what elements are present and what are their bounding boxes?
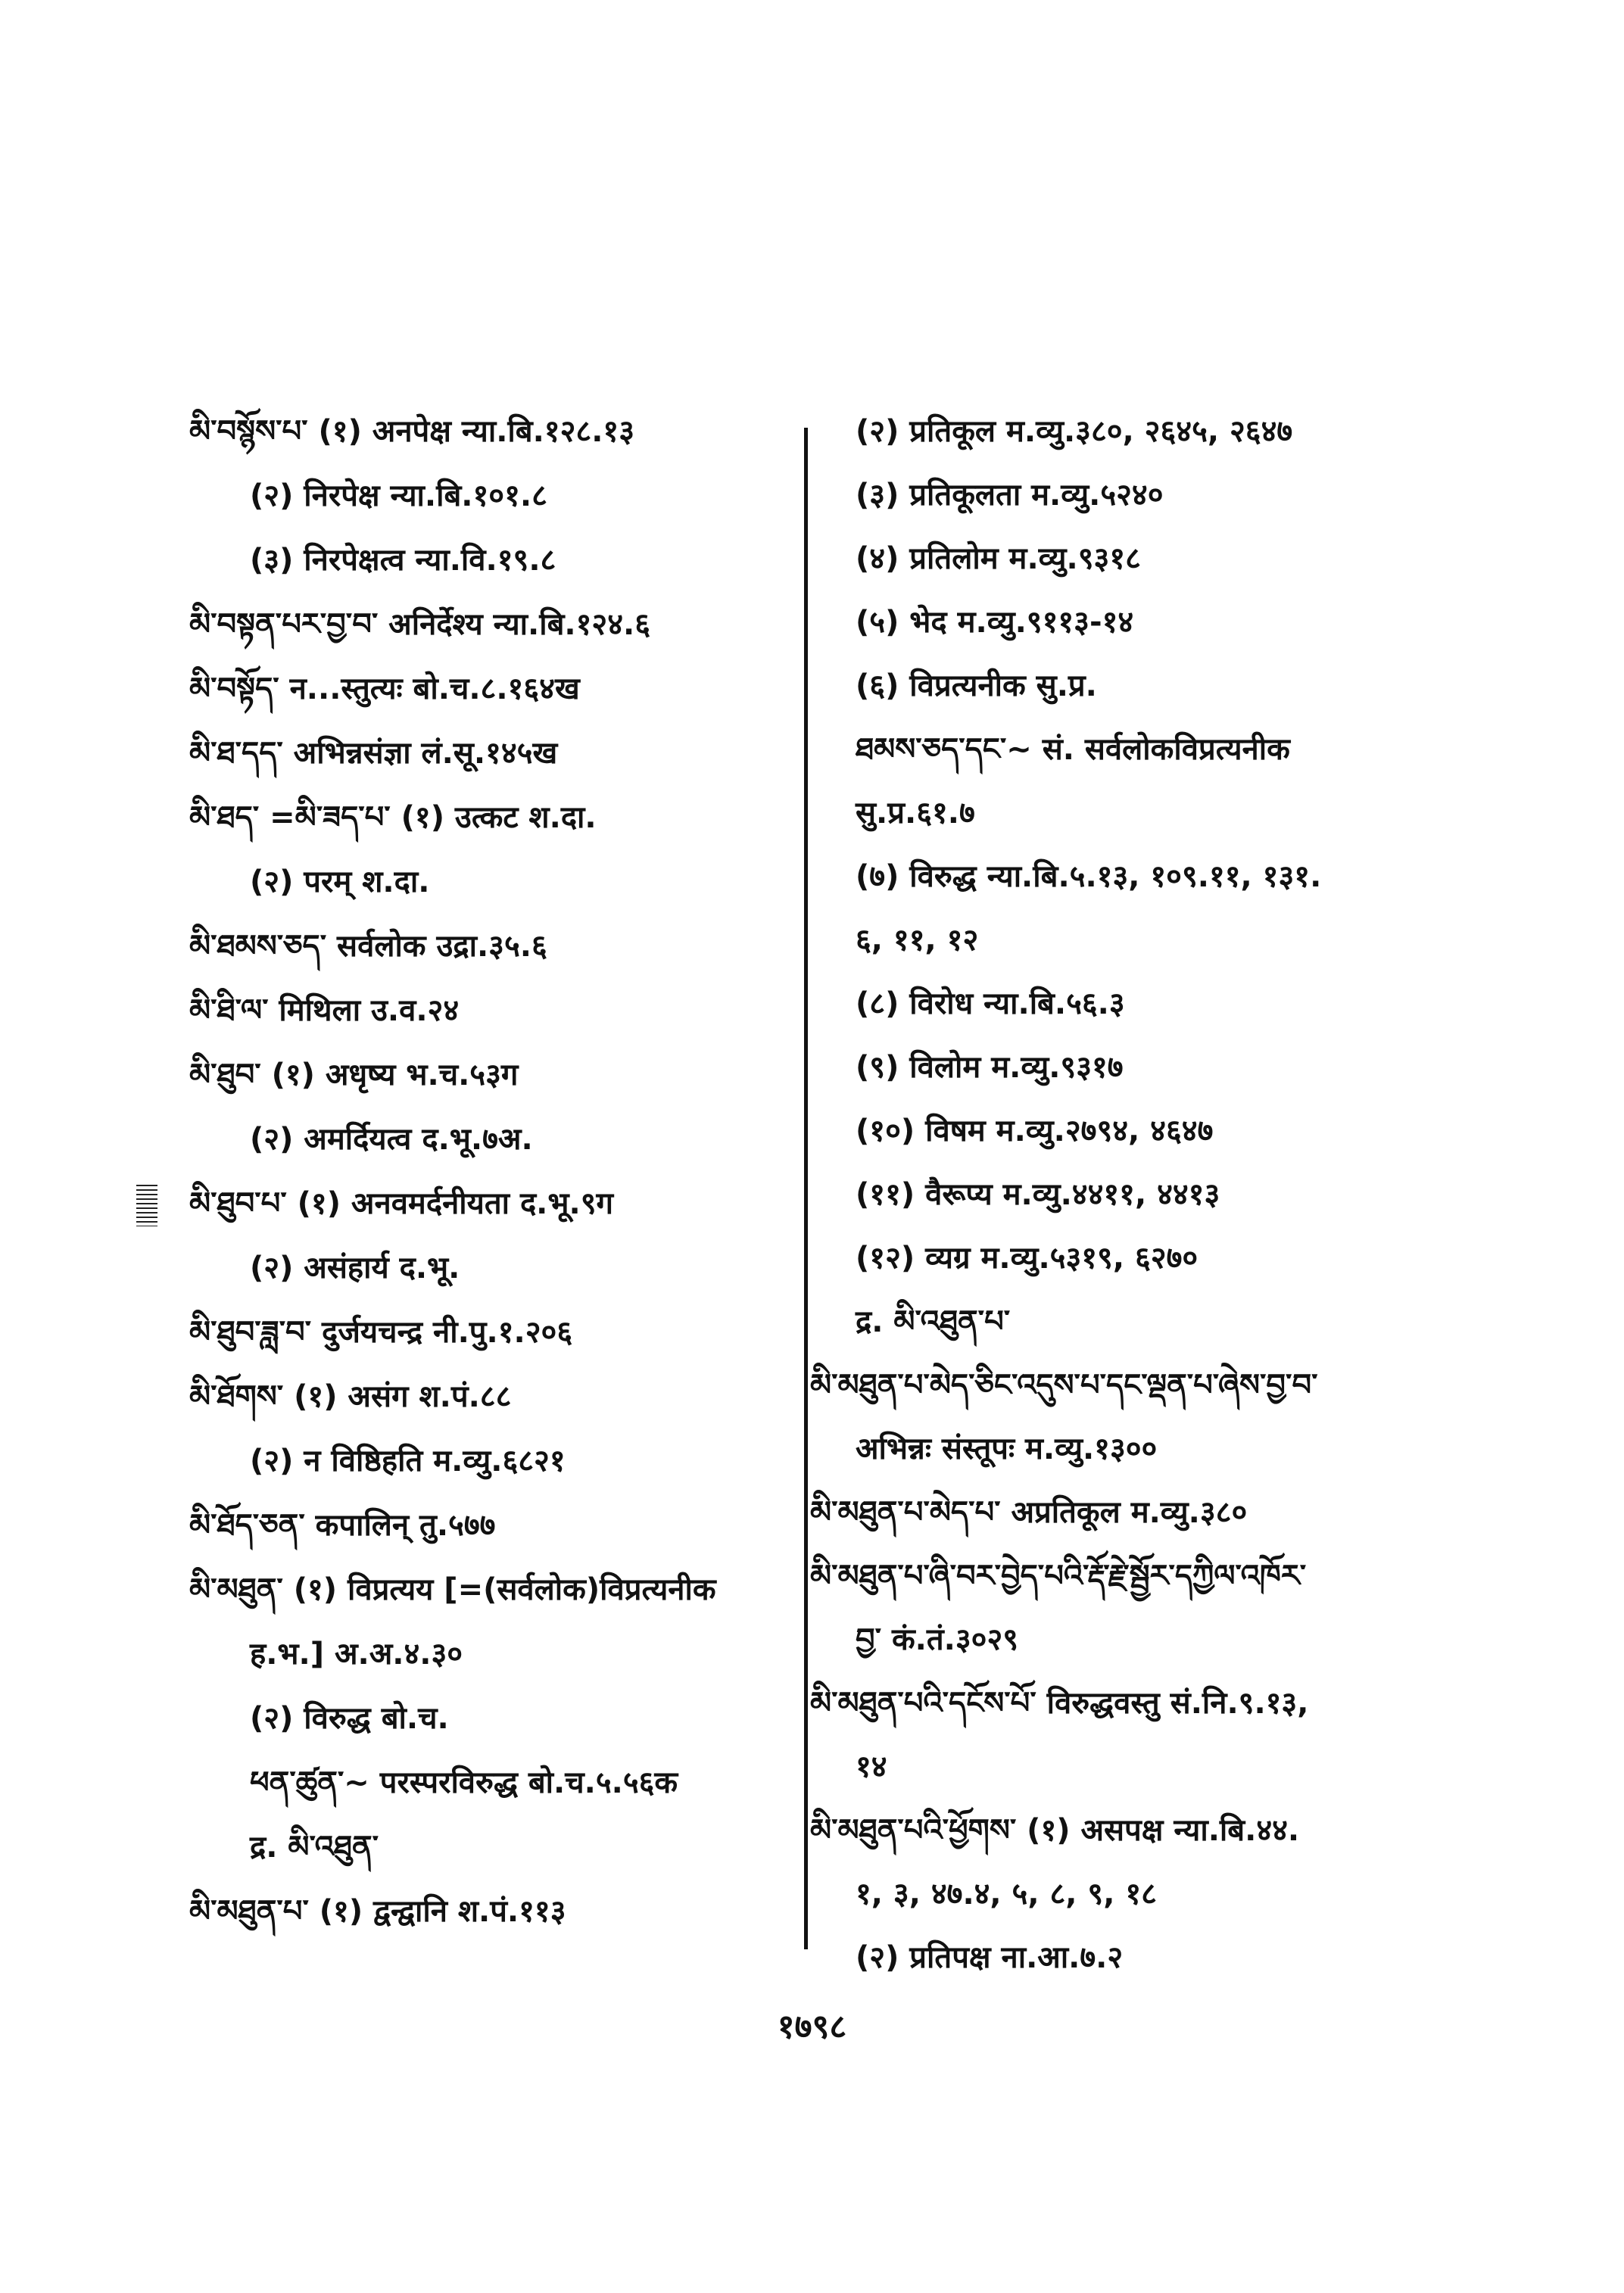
entry-line: (२) अमर्दियत्व द.भू.७अ. [250,1122,533,1157]
entry-line: (१०) विषम म.व्यु.२७९४, ४६४७ [856,1114,1214,1148]
entry-line: མི་མཐུན་པའི་དངོས་པོ་ विरुद्धवस्तु सं.नि.९.१३, [810,1686,1309,1721]
entry-line: མི་མཐུན་ (१) विप्रत्यय [=(सर्वलोक)विप्रत्यनीक [189,1572,716,1607]
entry-line: མི་ཐུབ་པ་ (१) अनवमर्दनीयता द.भू.९ग [189,1186,614,1221]
entry-line: ह.भ.] अ.अ.४.३० [250,1637,463,1671]
entry-line: (२) विरुद्ध बो.च. [250,1701,449,1736]
entry-line: མི་ཐམས་ཅད་ सर्वलोक उद्रा.३५.६ [189,929,547,964]
entry-line: ཐམས་ཅད་དང་~ सं. सर्वलोकविप्रत्यनीक [856,732,1290,767]
entry-line: द्र. མི་འཐུན་པ་ [856,1304,1011,1339]
entry-line: མི་མཐུན་པ་མེད་ཅིང་འདུས་པ་དང་ལྡན་པ་ཞེས་བྱ་བ་ [810,1368,1318,1403]
entry-line: ६, ११, १२ [856,923,979,958]
entry-line: (८) विरोध न्या.बि.५६.३ [856,986,1125,1021]
entry-line: द्र. མི་འཐུན་ [250,1830,379,1865]
entry-line: अभिन्नः संस्तूपः म.व्यु.१३०० [856,1432,1158,1466]
entry-line: (६) विप्रत्यनीक सु.प्र. [856,668,1097,703]
entry-line: (११) वैरूप्य म.व्यु.४४११, ४४१३ [856,1177,1220,1212]
entry-line: (२) असंहार्य द.भू. [250,1251,460,1285]
entry-line: མི་ཐོགས་ (१) असंग श.पं.८८ [189,1379,512,1414]
entry-line: (२) परम् श.दा. [250,865,430,899]
entry-line: (५) भेद म.व्यु.९११३-१४ [856,605,1134,640]
entry-line: (२) प्रतिकूल म.व्यु.३८०, २६४५, २६४७ [856,414,1293,449]
column-divider [804,428,808,1949]
entry-line: १, ३, ४७.४, ५, ८, ९, १८ [856,1877,1157,1911]
entry-line: མི་ཐ་དད་ अभिन्नसंज्ञा लं.सू.१४५ख [189,736,558,771]
entry-line: མི་བསྟོད་ न...स्तुत्यः बो.च.८.१६४ख [189,671,580,706]
page-number: १७९८ [777,2008,847,2046]
entry-line: མི་ཐོད་ཅན་ कपालिन् तु.५७७ [189,1508,496,1543]
entry-line: (३) प्रतिकूलता म.व्यु.५२४० [856,478,1164,512]
margin-mark [136,1185,157,1226]
entry-line: མི་མཐུན་པ་མེད་པ་ अप्रतिकूल म.व्यु.३८० [810,1495,1248,1530]
entry-line: མི་བསྟན་པར་བྱ་བ་ अनिर्देश्य न्या.बि.१२४.६ [189,607,650,642]
entry-line: མི་མཐུན་པ་ཞི་བར་བྱེད་པའི་རྡོ་རྗེ་སྦྱོར་དཀྱིལ་འཁོར་ [810,1559,1307,1594]
entry-line: ཕན་ཚུན་~ परस्परविरुद्ध बो.च.५.५६क [250,1765,678,1800]
entry-line: (३) निरपेक्षत्व न्या.वि.१९.८ [250,543,556,578]
entry-line: (२) न विष्ठिहति म.व्यु.६८२१ [250,1444,566,1478]
entry-line: བྱ་ कं.तं.३०२९ [856,1622,1019,1657]
entry-line: མི་ཐད་ =མི་ཟད་པ་ (१) उत्कट श.दा. [189,800,597,835]
entry-line: (७) विरुद्ध न्या.बि.५.१३, १०९.११, १३१. [856,859,1322,894]
entry-line: (२) प्रतिपक्ष ना.आ.७.२ [856,1940,1124,1975]
entry-line: མི་ཐི་ལ་ मिथिला उ.व.२४ [189,993,460,1028]
entry-line: མི་ཐུབ་ (१) अधृष्य भ.च.५३ग [189,1058,519,1092]
entry-line: མི་མཐུན་པ་ (१) द्वन्द्वानि श.पं.११३ [189,1894,566,1929]
entry-line: མི་བསྙོས་པ་ (१) अनपेक्ष न्या.बि.१२८.१३ [189,414,635,449]
entry-line: १४ [856,1749,887,1784]
entry-line: (९) विलोम म.व्यु.९३१७ [856,1050,1124,1085]
entry-line: (१२) व्यग्र म.व्यु.५३१९, ६२७० [856,1241,1199,1276]
entry-line: सु.प्र.६१.७ [856,796,975,830]
entry-line: (४) प्रतिलोम म.व्यु.९३१८ [856,541,1141,576]
entry-line: མི་མཐུན་པའི་ཕྱོགས་ (१) असपक्ष न्या.बि.४४. [810,1813,1300,1848]
entry-line: (२) निरपेक्ष न्या.बि.१०१.८ [250,478,547,513]
entry-line: མི་ཐུབ་ཟླ་བ་ दुर्जयचन्द्र नी.पु.१.२०६ [189,1315,573,1350]
